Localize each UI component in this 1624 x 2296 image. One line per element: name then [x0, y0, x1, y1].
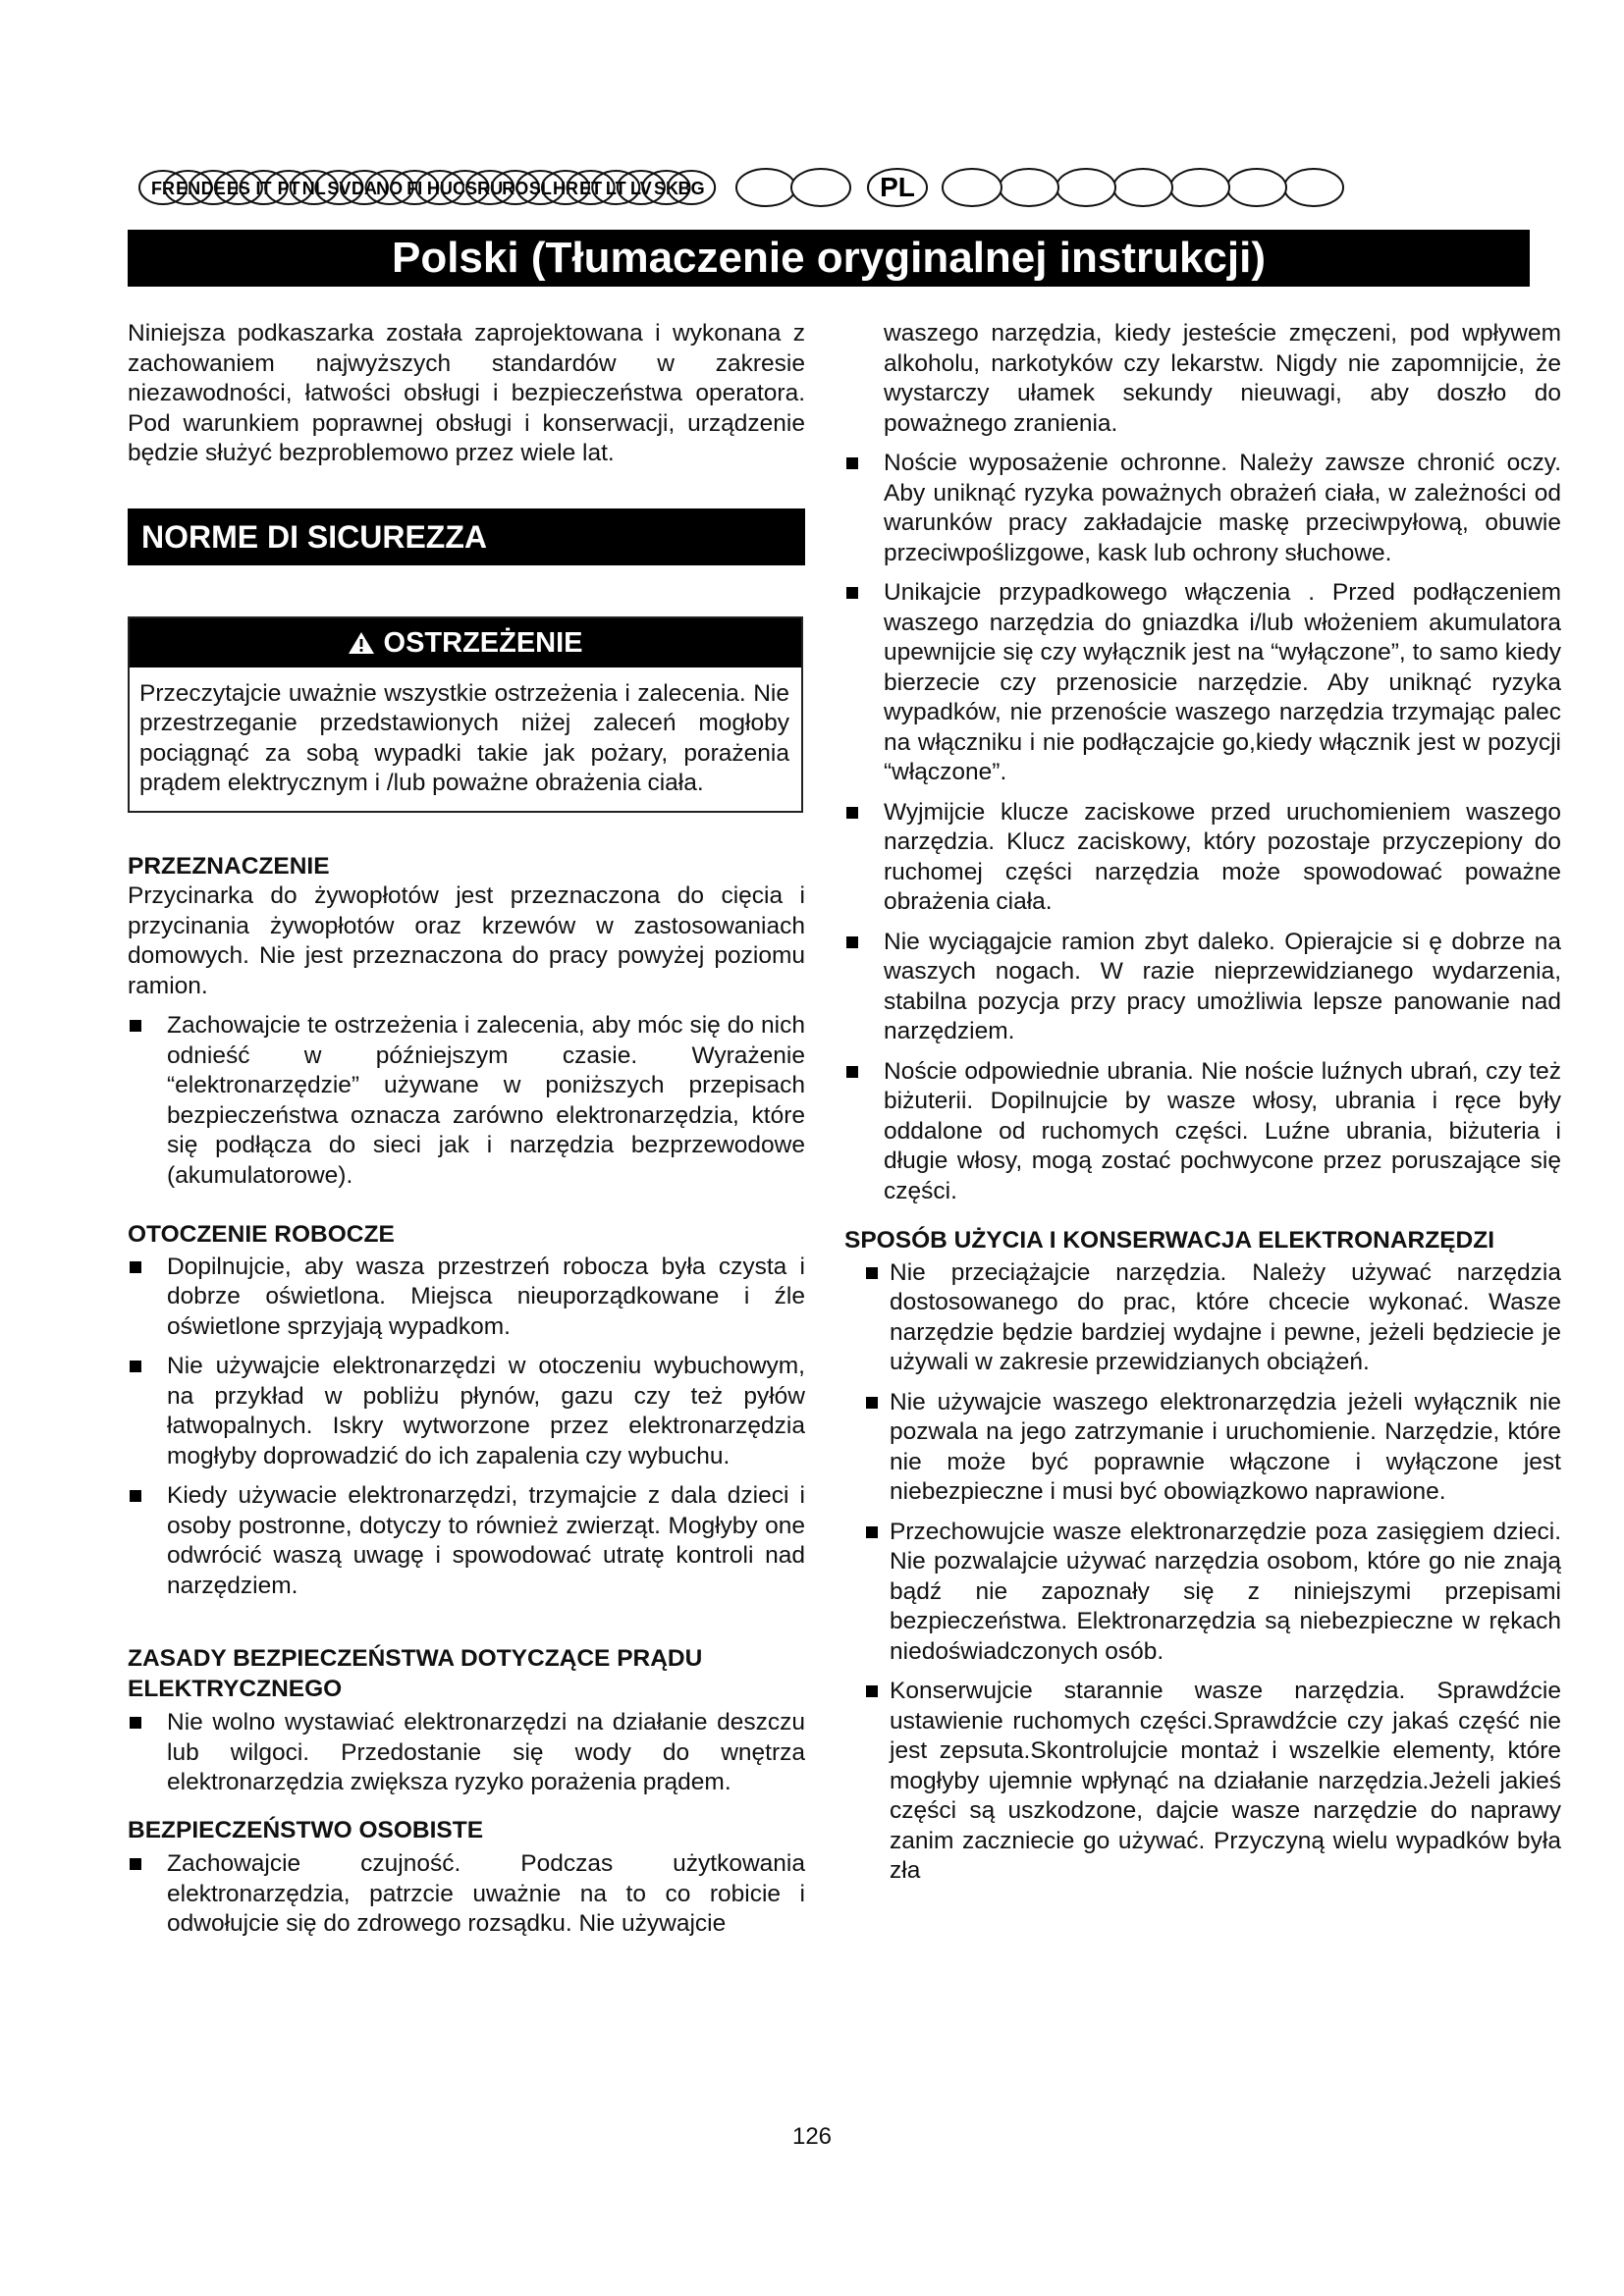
language-code-it: IT: [255, 179, 272, 198]
list-item: [128, 1708, 805, 1798]
language-tab-empty: [1227, 169, 1286, 206]
list-item-text: Nie wolno wystawiać elektronarzędzi na działanie deszczu lub wilgoci. Przedostanie się wody do wnętrza elektronarzędzia zwiększa ryzyko porażenia prądem.: [167, 1709, 805, 1795]
language-tab-bar: [128, 167, 1522, 208]
list-item: [128, 1253, 805, 1343]
language-tab-empty: [1284, 169, 1343, 206]
right-column: [844, 319, 1561, 1896]
language-code-lt: LT: [605, 179, 626, 198]
section-otoczenie: [128, 1220, 805, 1601]
list-item-text: Noście wyposażenie ochronne. Należy zawsze chronić oczy. Aby uniknąć ryzyka poważnych obrażeń ciała, w zależności od warunków pracy zakładajcie maskę przeciwpyłową, obuwie przeciwpoślizgowe, kask lub ochrony słuchowe.: [884, 450, 1561, 566]
square-bullet-icon: [846, 587, 858, 599]
language-tab-empty: [1113, 169, 1172, 206]
bullet-list: [128, 1849, 805, 1940]
list-item: [128, 1352, 805, 1471]
section-text: Przycinarka do żywopłotów jest przeznaczona do cięcia i przycinania żywopłotów oraz krzewów w zastosowaniach domowych. Nie jest przeznaczona do pracy powyżej poziomu ramion.: [128, 882, 805, 999]
list-item: [844, 1057, 1561, 1207]
active-language-label: PL: [880, 172, 915, 202]
list-item: [844, 578, 1561, 788]
list-item: [844, 928, 1561, 1047]
section-osobiste: [128, 1816, 805, 1940]
square-bullet-icon: [130, 1261, 141, 1273]
language-code-pt: PT: [277, 179, 300, 198]
list-item: [844, 1677, 1561, 1887]
list-item: [844, 1258, 1561, 1378]
list-item-text: Nie używajcie waszego elektronarzędzia jeżeli wyłącznik nie pozwala na jego zatrzymanie i uruchomienie. Narzędzie, które nie może być poprawnie włączone i wyłączone jest niebezpieczne i musi być obowiązkowo naprawione.: [890, 1388, 1561, 1505]
language-code-sl: SL: [528, 179, 552, 198]
square-bullet-icon: [130, 1020, 141, 1032]
section-heading: BEZPIECZEŃSTWO OSOBISTE: [128, 1816, 484, 1843]
section-heading: PRZEZNACZENIE: [128, 852, 330, 880]
page-title: Polski (Tłumaczenie oryginalnej instrukcji): [128, 230, 1530, 287]
bullet-list: [844, 1258, 1561, 1887]
norme-heading: NORME DI SICUREZZA: [128, 508, 805, 565]
list-item-text: Zachowajcie czujność. Podczas użytkowania elektronarzędzia, patrzcie uważnie na to co robicie i odwołujcie się do zdrowego rozsądku. Nie używajcie: [167, 1850, 805, 1937]
language-code-es: ES: [226, 179, 250, 198]
bullet-list: [128, 1253, 805, 1602]
list-item-text: Wyjmijcie klucze zaciskowe przed uruchomieniem waszego narzędzia. Klucz zaciskowy, który pozostaje przyczepiony do ruchomej części narzędzia może spowodować poważne obrażenia ciała.: [884, 798, 1561, 915]
bullet-list: [128, 1708, 805, 1798]
list-item-text: Przechowujcie wasze elektronarzędzie poza zasięgiem dzieci. Nie pozwalajcie używać narzędzia osobom, które go nie znają bądź nie zapoznały się z niniejszymi przepisami bezpieczeństwa. Elektronarzędzia są niebezpieczne w rękach niedoświadczonych osób.: [890, 1518, 1561, 1665]
page-number: 126: [791, 2123, 833, 2150]
list-item-text: Konserwujcie starannie wasze narzędzia. Sprawdźcie ustawienie ruchomych części.Sprawdźcie czy jakaś część nie jest zepsuta.Skontrolujcie montaż i wszelkie elementy, które mogłyby ujemnie wpłynąć na działanie narzędzia.Jeżeli jakieś części są uszkodzone, dajcie wasze narzędzie do naprawy zanim zaczniecie go używać. Przyczyną wielu wypadków była zła: [890, 1678, 1561, 1884]
language-code-fr: FR: [151, 179, 175, 198]
list-item-text: Nie wyciągajcie ramion zbyt daleko. Opierajcie si ę dobrze na waszych nogach. W razie nieprzewidzianego wydarzenia, stabilna pozycja przy pracy umożliwia lepsze panowanie nad narzędziem.: [884, 928, 1561, 1044]
language-tab-empty: [791, 169, 850, 206]
language-tab-empty: [1170, 169, 1229, 206]
language-tab-empty: [943, 169, 1001, 206]
language-code-hr: HR: [553, 179, 578, 198]
language-code-fi: FI: [406, 179, 423, 198]
list-item-text: Zachowajcie te ostrzeżenia i zalecenia, aby móc się do nich odnieść w późniejszym czasie. Wyrażenie “elektronarzędzie” używane w poniższych przepisach bezpieczeństwa oznacza zarówno elektronarzędzia, które się podłącza do sieci jak i narzędzia bezprzewodowe (akumulatorowe).: [167, 1012, 805, 1189]
square-bullet-icon: [130, 1858, 141, 1870]
section-przeznaczenie: [128, 852, 805, 1192]
language-code-cs: CS: [452, 179, 478, 198]
intro-paragraph: Niniejsza podkaszarka została zaprojektowana i wykonana z zachowaniem najwyższych standardów w zakresie niezawodności, łatwości obsługi i bezpieczeństwa operatora. Pod warunkiem poprawnej obsługi i konserwacji, urządzenie będzie służyć bezproblemowo przez wiele lat.: [128, 320, 805, 466]
square-bullet-icon: [866, 1397, 878, 1409]
language-code-nl: NL: [301, 179, 326, 198]
warning-text: Przeczytajcie uważnie wszystkie ostrzeżenia i zalecenia. Nie przestrzeganie przedstawionych niżej zaleceń mogłoby pociągnąć za sobą wypadki takie jak pożary, porażenia prądem elektrycznym i /lub poważne obrażenia ciała.: [139, 679, 789, 796]
language-code-hu: HU: [426, 179, 453, 198]
language-tab-empty: [1000, 169, 1058, 206]
section-heading: ZASADY BEZPIECZEŃSTWA DOTYCZĄCE PRĄDU ELEKTRYCZNEGO: [128, 1645, 703, 1702]
language-code-de: DE: [200, 179, 226, 198]
square-bullet-icon: [130, 1717, 141, 1729]
list-item: [844, 449, 1561, 568]
list-item: [128, 1849, 805, 1940]
section-heading: SPOSÓB UŻYCIA I KONSERWACJA ELEKTRONARZĘDZI: [844, 1227, 1495, 1254]
square-bullet-icon: [846, 936, 858, 948]
list-item: [128, 1481, 805, 1601]
square-bullet-icon: [866, 1526, 878, 1538]
language-code-en: EN: [176, 179, 201, 198]
square-bullet-icon: [130, 1361, 141, 1372]
list-item: [844, 798, 1561, 918]
list-item: [844, 1388, 1561, 1508]
language-code-bg: BG: [677, 179, 705, 198]
square-bullet-icon: [846, 807, 858, 819]
list-item: [128, 1011, 805, 1191]
language-code-sk: SK: [653, 179, 679, 198]
language-code-da: DA: [352, 179, 377, 198]
section-zasady: [128, 1644, 805, 1798]
list-item-text: Unikajcie przypadkowego włączenia . Przed podłączeniem waszego narzędzia do gniazdka i/lub włożeniem akumulatora upewnijcie się czy wyłącznik jest na “wyłączone”, to samo kiedy bierzecie czy przenosicie narzędzie. Aby uniknąć ryzyka wypadków, nie przenoście waszego narzędzia trzymając palec na włączniku i nie podłączajcie go,kiedy włącznik jest w pozycji “włączone”.: [884, 579, 1561, 785]
language-tab-empty: [736, 169, 795, 206]
continued-paragraph: waszego narzędzia, kiedy jesteście zmęczeni, pod wpływem alkoholu, narkotyków czy lekarstw. Nigdy nie zapomnijcie, że wystarczy ułamek sekundy nieuwagi, aby doszło do poważnego zranienia.: [884, 320, 1561, 437]
language-code-et: ET: [579, 179, 603, 198]
warning-title: OSTRZEŻENIE: [383, 626, 583, 659]
list-item-text: Nie przeciążajcie narzędzia. Należy używać narzędzia dostosowanego do prac, które chcecie wykonać. Wasze narzędzie będzie bardziej wydajne i pewne, jeżeli będziecie je używali w zakresie przewidzianych obciążeń.: [890, 1258, 1561, 1375]
square-bullet-icon: [130, 1490, 141, 1502]
list-item-text: Kiedy używacie elektronarzędzi, trzymajcie z dala dzieci i osoby postronne, dotyczy to również zwierząt. Mogłyby one odwrócić waszą uwagę i spowodować utratę kontroli nad narzędziem.: [167, 1482, 805, 1599]
warning-box: [128, 616, 803, 813]
list-item-text: Noście odpowiednie ubrania. Nie noście luźnych ubrań, czy też biżuterii. Dopilnujcie by wasze włosy, ubrania i ręce były oddalone od ruchomych części. Luźne ubrania, biżuteria i długie włosy, mogą zostać pochwycone przez poruszające się części.: [884, 1057, 1561, 1204]
square-bullet-icon: [846, 457, 858, 469]
list-item: [844, 1518, 1561, 1668]
square-bullet-icon: [866, 1267, 878, 1279]
left-column: [128, 319, 805, 1949]
language-code-no: NO: [376, 179, 404, 198]
bullet-list: [128, 1011, 805, 1191]
warning-header: [130, 618, 801, 667]
warning-triangle-icon: [348, 627, 383, 659]
section-heading: OTOCZENIE ROBOCZE: [128, 1221, 395, 1248]
language-code-ru: RU: [477, 179, 504, 198]
language-code-lv: LV: [630, 179, 652, 198]
square-bullet-icon: [846, 1066, 858, 1078]
language-tabs-graphic: [128, 167, 1522, 208]
bullet-list: [844, 449, 1561, 1206]
section-sposob: [844, 1226, 1561, 1887]
language-tab-empty: [1056, 169, 1115, 206]
language-code-ro: RO: [502, 179, 529, 198]
square-bullet-icon: [866, 1685, 878, 1697]
language-code-sv: SV: [327, 179, 352, 198]
list-item-text: Nie używajcie elektronarzędzi w otoczeniu wybuchowym, na przykład w pobliżu płynów, gazu czy też pyłów łatwopalnych. Iskry wytworzone przez elektronarzędzia mogłyby doprowadzić do ich zapalenia czy wybuchu.: [167, 1353, 805, 1469]
list-item-text: Dopilnujcie, aby wasza przestrzeń robocza była czysta i dobrze oświetlona. Miejsca nieuporządkowane i źle oświetlone sprzyjają wypadkom.: [167, 1253, 805, 1340]
